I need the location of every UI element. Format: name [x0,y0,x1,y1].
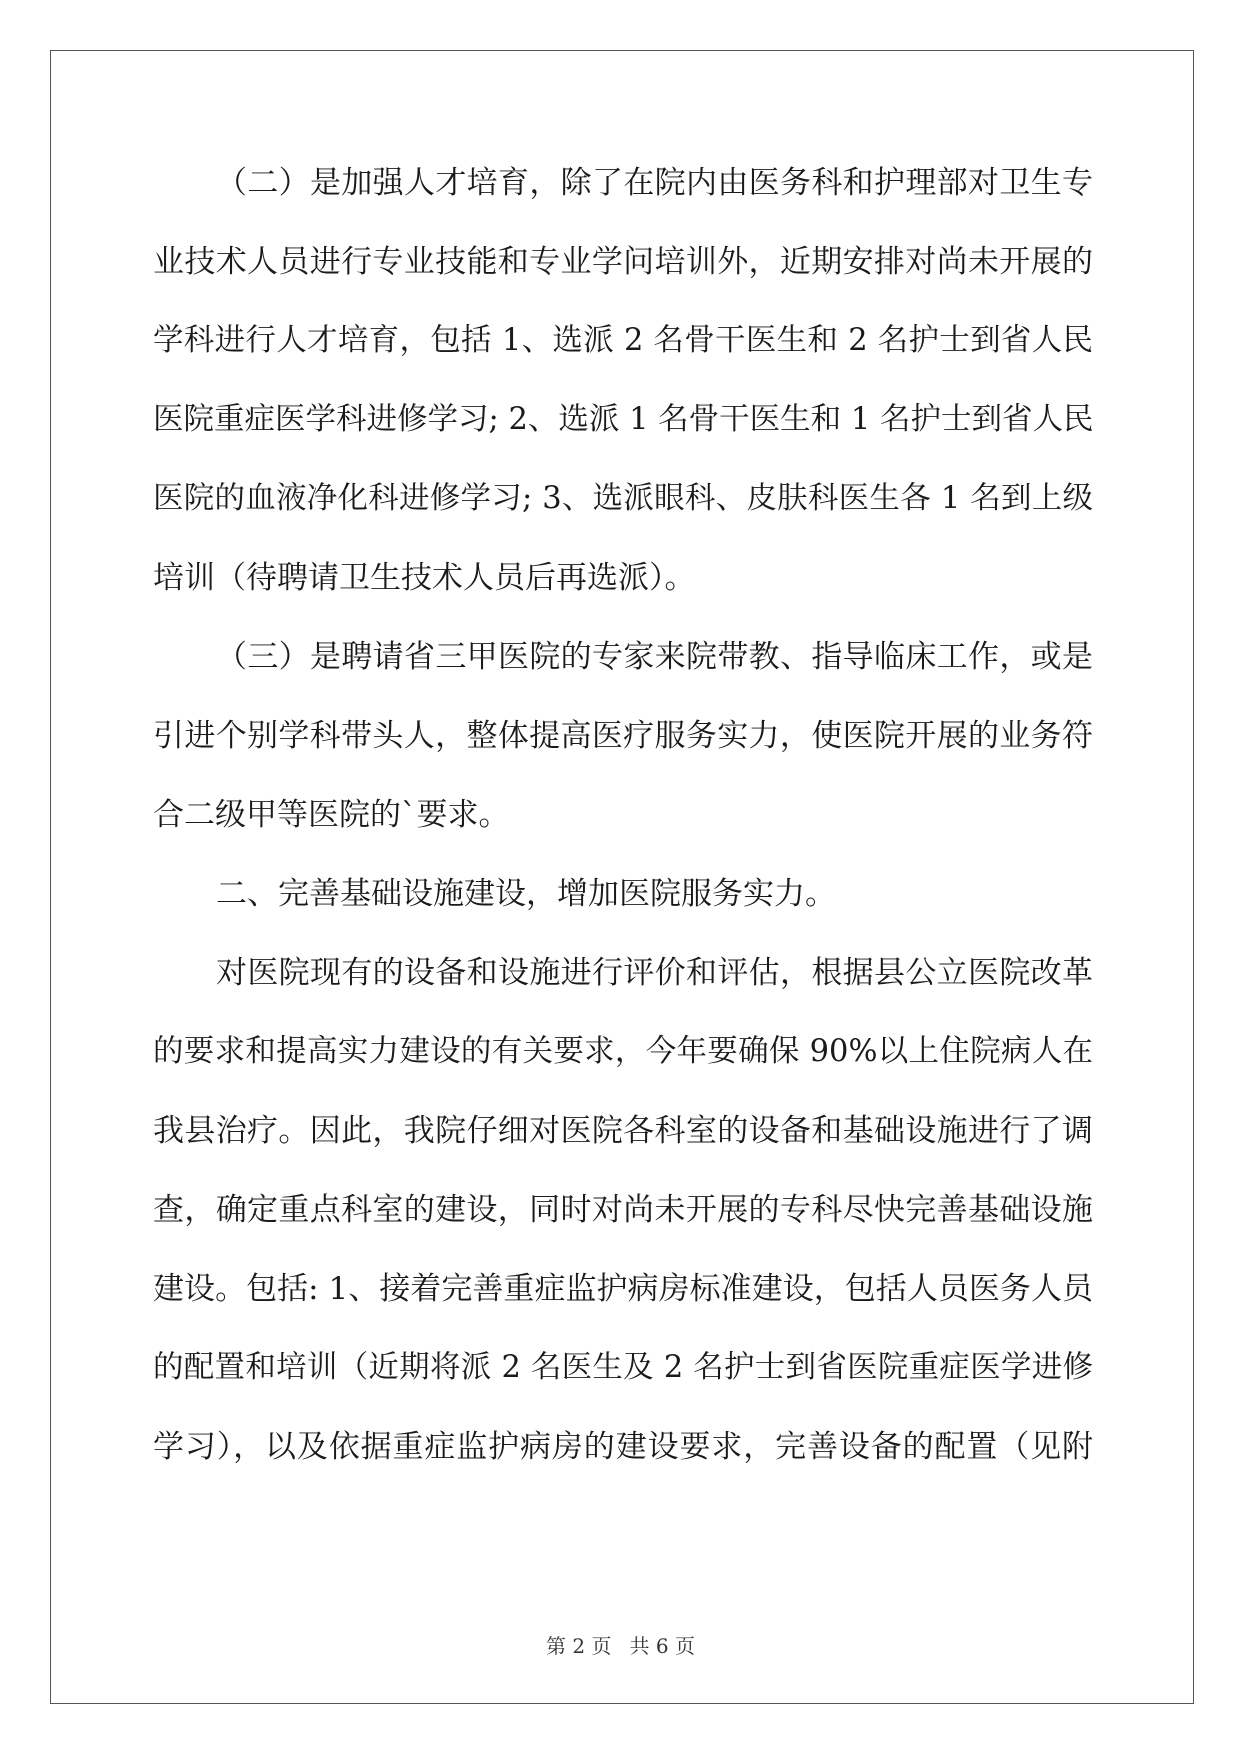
text-line: 医院的血液净化科进修学习; 3、选派眼科、皮肤科医生各 1 名到上级 [153,481,1093,516]
text-line: （二）是加强人才培育，除了在院内由医务科和护理部对卫生专 [216,165,1093,201]
text-line: 业技术人员进行专业技能和专业学问培训外，近期安排对尚未开展的 [153,244,1093,280]
text-line: 查，确定重点科室的建设，同时对尚未开展的专科尽快完善基础设施 [153,1192,1093,1228]
page-number: 第 2 页 [546,1634,612,1658]
text-line: 引进个别学科带头人，整体提高医疗服务实力，使医院开展的业务符 [153,718,1093,754]
text-line: 学习），以及依据重症监护病房的建设要求，完善设备的配置（见附 [153,1429,1093,1465]
text-line: 的配置和培训（近期将派 2 名医生及 2 名护士到省医院重症医学进修 [153,1350,1093,1385]
text-line: 学科进行人才培育，包括 1、选派 2 名骨干医生和 2 名护士到省人民 [153,323,1093,358]
section-heading: 二、完善基础设施建设，增加医院服务实力。 [216,876,836,912]
page-total: 共 6 页 [629,1634,695,1658]
text-line: 培训（待聘请卫生技术人员后再选派）。 [153,560,696,596]
text-line: 我县治疗。因此，我院仔细对医院各科室的设备和基础设施进行了调 [153,1113,1093,1149]
text-line: 医院重症医学科进修学习; 2、选派 1 名骨干医生和 1 名护士到省人民 [153,402,1094,437]
text-line: 合二级甲等医院的`要求。 [153,797,510,833]
text-line: （三）是聘请省三甲医院的专家来院带教、指导临床工作，或是 [216,639,1093,675]
document-body [153,158,1093,1501]
text-line: 建设。包括: 1、接着完善重症监护病房标准建设，包括人员医务人员 [153,1271,1093,1307]
page-footer [0,1630,1241,1659]
text-line: 的要求和提高实力建设的有关要求，今年要确保 90%以上住院病人在 [153,1034,1093,1069]
text-line: 对医院现有的设备和设施进行评价和评估，根据县公立医院改革 [216,955,1093,991]
